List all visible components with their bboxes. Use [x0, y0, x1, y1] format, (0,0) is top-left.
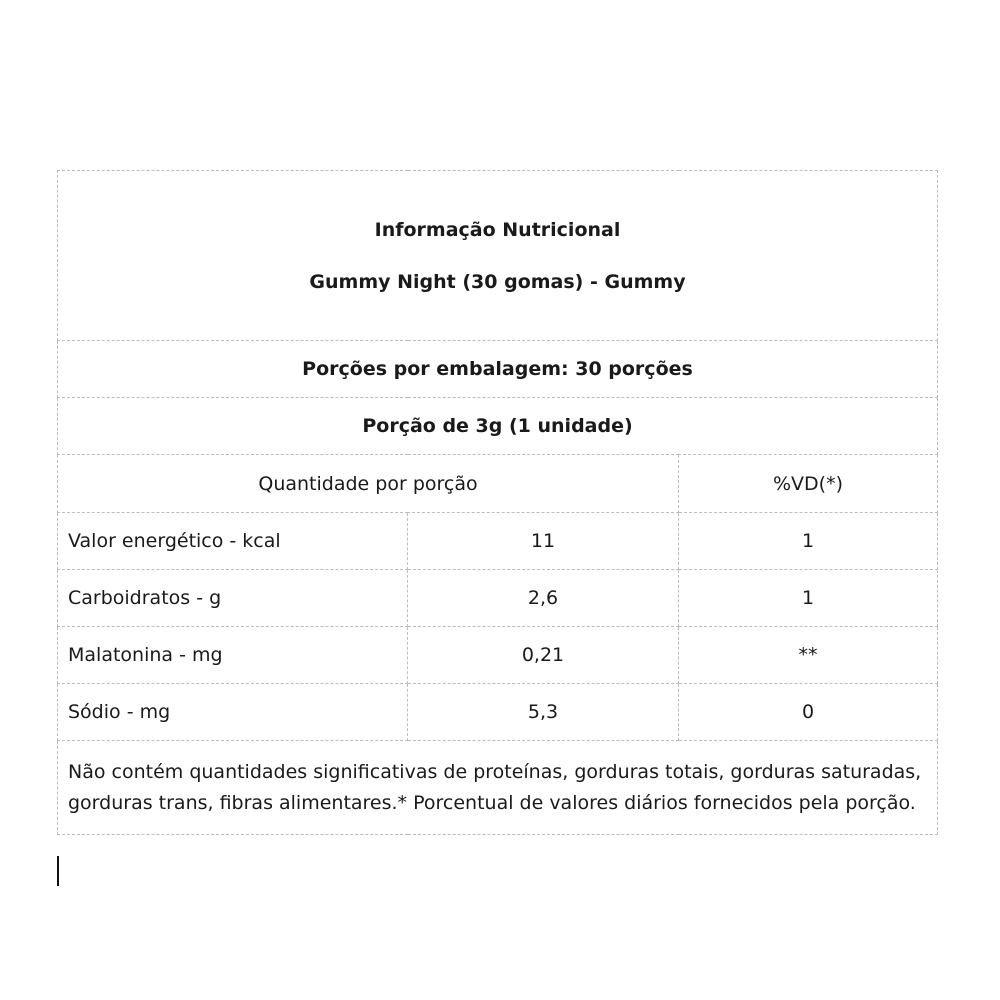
table-row	[58, 570, 938, 627]
nutrient-dv: 1	[679, 513, 938, 570]
header-dv: %VD(*)	[679, 455, 938, 513]
nutrient-value: 5,3	[408, 684, 679, 741]
serving-size-row	[58, 398, 938, 455]
product-name: Gummy Night (30 gomas) - Gummy	[309, 270, 686, 293]
nutrient-name: Valor energético - kcal	[58, 513, 408, 570]
serving-size: Porção de 3g (1 unidade)	[58, 398, 938, 455]
nutrient-dv: 0	[679, 684, 938, 741]
text-cursor	[57, 856, 59, 886]
title-cell	[58, 171, 938, 341]
table-row	[58, 684, 938, 741]
nutrient-name: Malatonina - mg	[58, 627, 408, 684]
nutrient-value: 2,6	[408, 570, 679, 627]
nutrient-dv: **	[679, 627, 938, 684]
nutrient-dv: 1	[679, 570, 938, 627]
nutrient-name: Sódio - mg	[58, 684, 408, 741]
table-row	[58, 513, 938, 570]
footnote: Não contém quantidades significativas de proteínas, gorduras totais, gorduras saturadas, gorduras trans, fibras alimentares.* Porcentual de valores diários fornecidos pela porção.	[58, 741, 938, 835]
title-row	[58, 171, 938, 341]
column-header-row	[58, 455, 938, 513]
header-quantity: Quantidade por porção	[58, 455, 679, 513]
servings-row	[58, 341, 938, 398]
nutrition-facts-table	[57, 170, 938, 835]
table-row	[58, 627, 938, 684]
footnote-row	[58, 741, 938, 835]
table-title: Informação Nutricional	[374, 218, 621, 241]
nutrient-value: 11	[408, 513, 679, 570]
nutrient-name: Carboidratos - g	[58, 570, 408, 627]
nutrient-value: 0,21	[408, 627, 679, 684]
servings-per-package: Porções por embalagem: 30 porções	[58, 341, 938, 398]
